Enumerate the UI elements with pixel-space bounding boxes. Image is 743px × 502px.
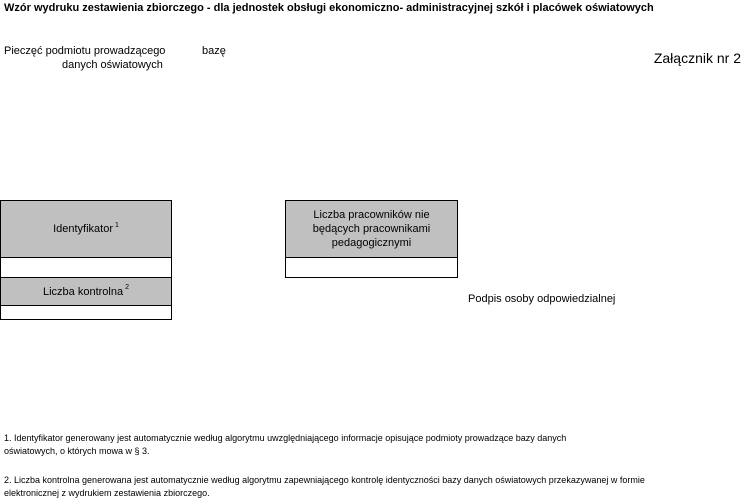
document-title: Wzór wydruku zestawienia zbiorczego - dla jednostek obsługi ekonomiczno- administracyjnej szkół i placówek oświatowych bbox=[4, 2, 654, 14]
footnote-1-line-2: oświatowych, o których mowa w § 3. bbox=[4, 446, 150, 456]
checksum-label: Liczba kontrolna bbox=[42, 285, 124, 298]
footnote-2-line-1: 2. Liczba kontrolna generowana jest automatycznie według algorytmu zapewniającego kontrolę identyczności bazy danych oświatowych przekazywanej w formie bbox=[4, 475, 645, 485]
signature-label: Podpis osoby odpowiedzialnej bbox=[468, 293, 616, 305]
annex-number: Załącznik nr 2 bbox=[653, 50, 741, 66]
checksum-value-cell[interactable] bbox=[0, 305, 172, 320]
footnote-1-line-1: 1. Identyfikator generowany jest automatycznie według algorytmu uwzględniającego informacje opisujące podmioty prowadzące bazy danych bbox=[4, 433, 567, 443]
non-teaching-staff-value-cell[interactable] bbox=[285, 257, 458, 278]
footnote-2-line-2: elektronicznej z wydrukiem zestawienia zbiorczego. bbox=[4, 488, 210, 498]
identifier-footnote-ref: 1 bbox=[115, 221, 119, 229]
stamp-label-line2: danych oświatowych bbox=[62, 59, 163, 71]
non-teaching-staff-header-cell bbox=[285, 200, 458, 258]
stamp-label-line1: Pieczęć podmiotu prowadzącego bbox=[4, 45, 166, 57]
checksum-header-cell bbox=[0, 277, 172, 306]
footnote-1 bbox=[4, 432, 739, 458]
stamp-label-baze: bazę bbox=[202, 45, 226, 57]
footnote-2 bbox=[4, 474, 739, 500]
identifier-value-cell[interactable] bbox=[0, 257, 172, 278]
non-teaching-staff-label: Liczba pracowników nie będących pracownikami pedagogicznymi bbox=[312, 209, 431, 249]
checksum-footnote-ref: 2 bbox=[125, 284, 129, 291]
identifier-label: Identyfikator bbox=[53, 223, 113, 235]
identifier-header-cell bbox=[0, 200, 172, 258]
